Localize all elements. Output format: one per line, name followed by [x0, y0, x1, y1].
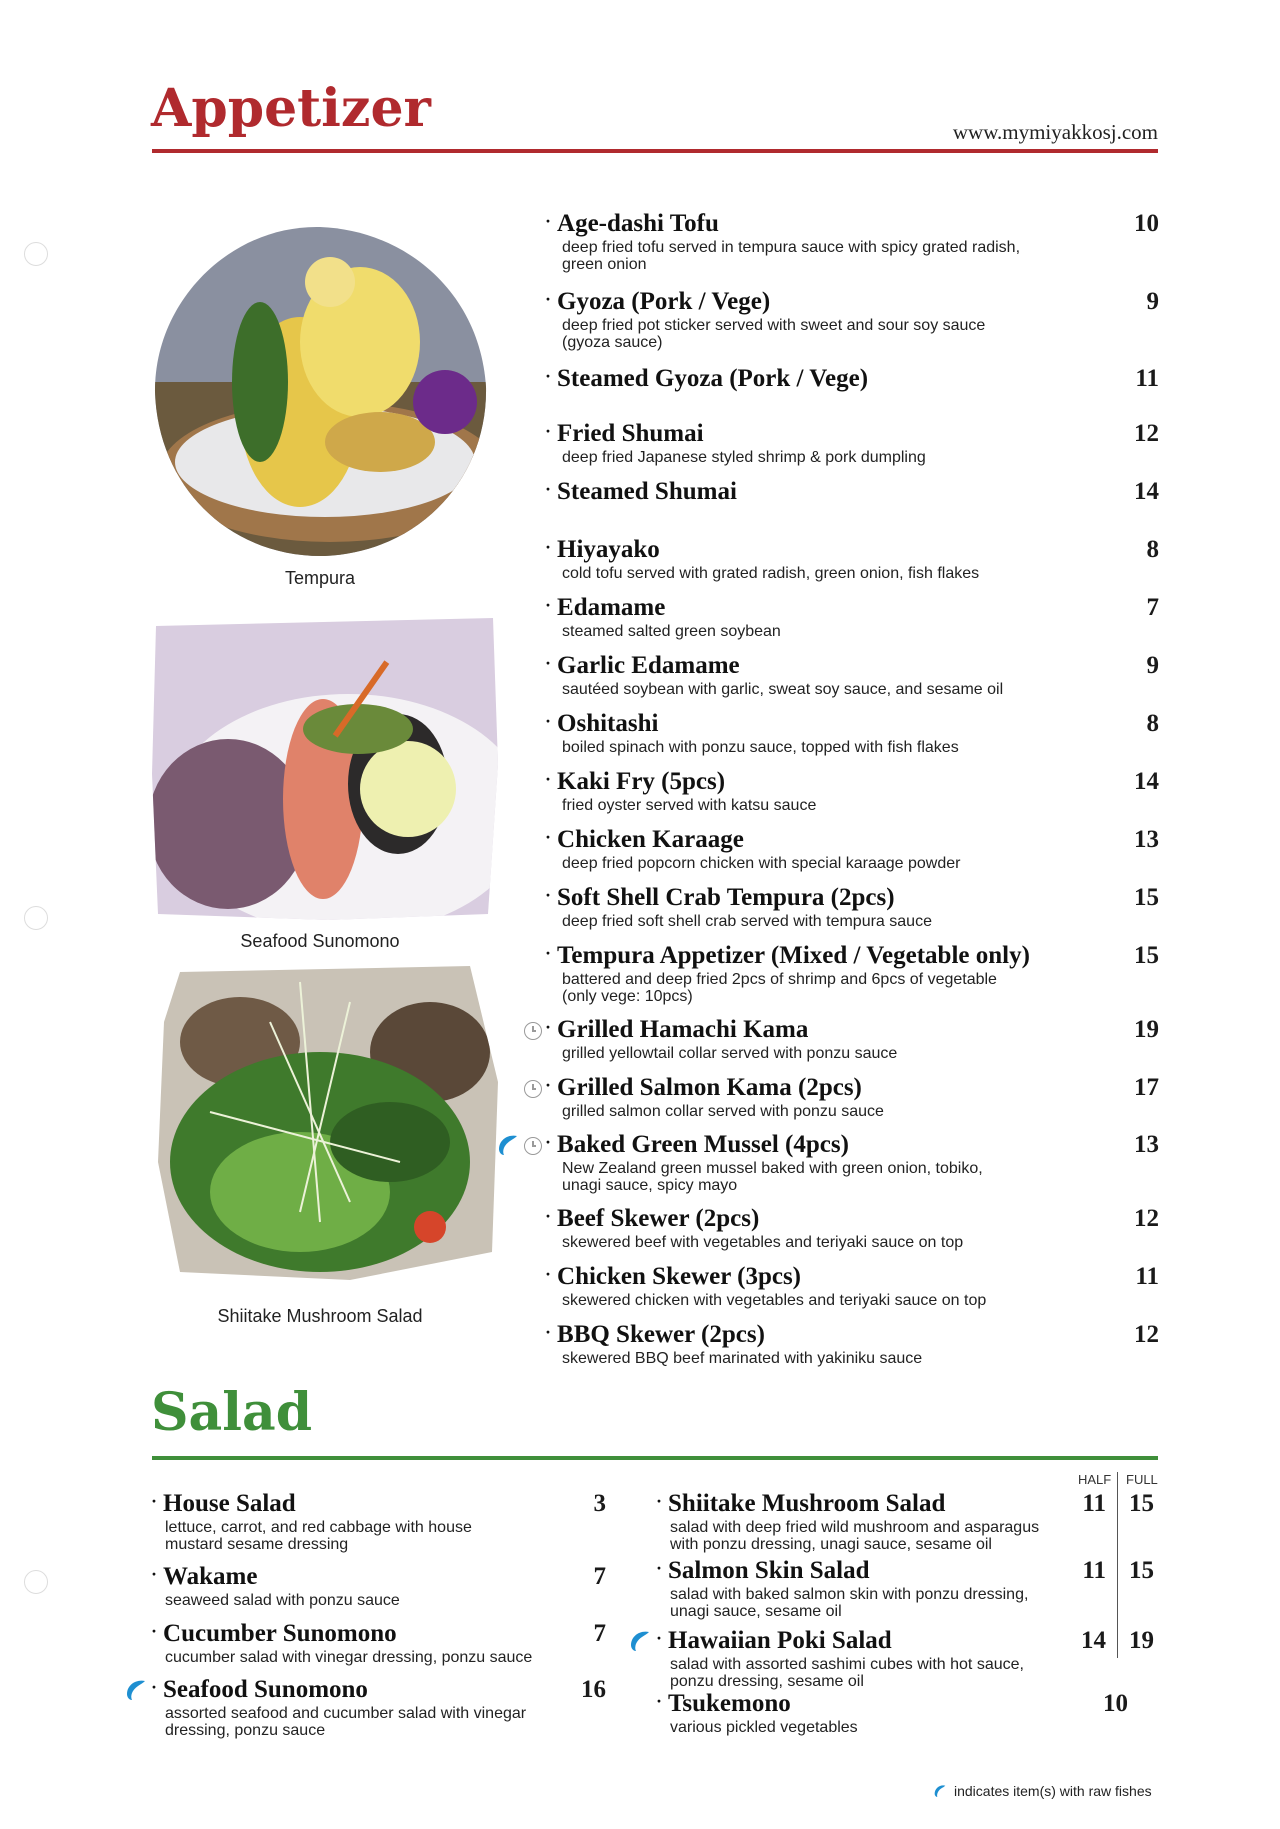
salad-item-name: · Seafood Sunomono	[151, 1676, 368, 1703]
appetizer-item	[545, 710, 1159, 756]
website-url[interactable]: www.mymiyakkosj.com	[952, 120, 1158, 144]
appetizer-item-desc: deep fried popcorn chicken with special karaage powder	[562, 855, 961, 872]
salad-item	[656, 1627, 1158, 1690]
appetizer-item-desc: steamed salted green soybean	[562, 623, 781, 640]
appetizer-item-price: 12	[1134, 1205, 1159, 1232]
appetizer-item-price: 12	[1134, 420, 1159, 447]
appetizer-item-price: 9	[1146, 288, 1159, 315]
raw-fish-marker	[124, 1678, 148, 1707]
tempura-photo	[150, 222, 490, 562]
appetizer-item-desc: fried oyster served with katsu sauce	[562, 797, 817, 814]
appetizer-item-name: · Beef Skewer (2pcs)	[545, 1205, 760, 1232]
appetizer-item-desc: sautéed soybean with garlic, sweat soy sauce, and sesame oil	[562, 681, 1004, 698]
shiitake-salad-photo	[150, 962, 502, 1284]
appetizer-item-price: 14	[1134, 768, 1159, 795]
appetizer-item-name: · Garlic Edamame	[545, 652, 740, 679]
grill-clock-icon	[524, 1080, 542, 1098]
raw-fish-icon	[496, 1133, 520, 1157]
salad-item-name: · Cucumber Sunomono	[151, 1620, 397, 1647]
salad-item	[151, 1676, 606, 1739]
appetizer-item-name: · Age-dashi Tofu	[545, 210, 719, 237]
salad-item-price: 3	[593, 1490, 606, 1517]
appetizer-item-name: · Baked Green Mussel (4pcs)	[545, 1131, 849, 1158]
salad-item-desc: salad with assorted sashimi cubes with hot sauce, ponzu dressing, sesame oil	[670, 1656, 1024, 1690]
appetizer-item-desc: cold tofu served with grated radish, green onion, fish flakes	[562, 565, 980, 582]
appetizer-title: Appetizer	[151, 78, 431, 139]
appetizer-item	[545, 365, 1159, 394]
salad-item-desc: salad with deep fried wild mushroom and asparagus with ponzu dressing, unagi sauce, sesame oil	[670, 1519, 1040, 1553]
salad-item-price: 7	[593, 1620, 606, 1647]
appetizer-item-desc: grilled salmon collar served with ponzu sauce	[562, 1103, 884, 1120]
salad-item-price: 7	[593, 1563, 606, 1590]
seafood-sunomono-photo	[148, 614, 500, 924]
raw-fish-icon	[124, 1678, 148, 1702]
salad-item-full-price: 15	[1129, 1557, 1154, 1584]
salad-item-desc: cucumber salad with vinegar dressing, ponzu sauce	[165, 1649, 533, 1666]
appetizer-item	[545, 210, 1159, 273]
appetizer-item-price: 15	[1134, 942, 1159, 969]
appetizer-item-name: · Chicken Karaage	[545, 826, 744, 853]
appetizer-item	[545, 1321, 1159, 1367]
salad-item-full-price: 19	[1129, 1627, 1154, 1654]
appetizer-item-desc: deep fried tofu served in tempura sauce with spicy grated radish, green onion	[562, 239, 1021, 273]
salad-title: Salad	[151, 1382, 313, 1443]
appetizer-item-name: · Kaki Fry (5pcs)	[545, 768, 726, 795]
raw-fish-legend	[932, 1783, 1152, 1799]
appetizer-item	[545, 1263, 1159, 1309]
grill-clock-icon	[524, 1022, 542, 1040]
raw-fish-icon	[628, 1629, 652, 1653]
raw-fish-note: indicates item(s) with raw fishes	[954, 1783, 1152, 1799]
seafood-sunomono-caption: Seafood Sunomono	[240, 931, 400, 951]
appetizer-item	[545, 652, 1159, 698]
appetizer-item	[545, 288, 1159, 351]
salad-item	[151, 1563, 606, 1609]
appetizer-item-name: · Chicken Skewer (3pcs)	[545, 1263, 801, 1290]
raw-fish-marker	[628, 1629, 652, 1658]
appetizer-item-price: 10	[1134, 210, 1159, 237]
appetizer-item-name: · Edamame	[545, 594, 666, 621]
appetizer-item-desc: grilled yellowtail collar served with ponzu sauce	[562, 1045, 898, 1062]
appetizer-item-price: 17	[1134, 1074, 1159, 1101]
salad-item	[656, 1690, 1158, 1736]
appetizer-item-name: · Tempura Appetizer (Mixed / Vegetable only)	[545, 942, 1030, 969]
appetizer-item-price: 11	[1135, 365, 1159, 392]
salad-item-desc: various pickled vegetables	[670, 1719, 858, 1736]
salad-item-name: · Shiitake Mushroom Salad	[656, 1490, 946, 1517]
salad-item-full-price: 15	[1129, 1490, 1154, 1517]
salad-item-name: · Salmon Skin Salad	[656, 1557, 870, 1584]
appetizer-item-desc: deep fried Japanese styled shrimp & pork dumpling	[562, 449, 926, 466]
salad-item-name: · Wakame	[151, 1563, 258, 1590]
appetizer-item	[545, 420, 1159, 466]
appetizer-item	[545, 1074, 1159, 1120]
punch-hole-middle	[24, 906, 48, 930]
salad-item	[151, 1490, 606, 1553]
salad-item-desc: salad with baked salmon skin with ponzu dressing, unagi sauce, sesame oil	[670, 1586, 1029, 1620]
salad-item	[656, 1557, 1158, 1620]
shiitake-salad-caption: Shiitake Mushroom Salad	[217, 1306, 423, 1326]
appetizer-item-name: · Steamed Gyoza (Pork / Vege)	[545, 365, 869, 392]
appetizer-item	[545, 1205, 1159, 1251]
appetizer-item-name: · Grilled Hamachi Kama	[545, 1016, 809, 1043]
appetizer-item-desc: skewered chicken with vegetables and teriyaki sauce on top	[562, 1292, 987, 1309]
salad-item-desc: lettuce, carrot, and red cabbage with house mustard sesame dressing	[165, 1519, 472, 1553]
appetizer-item	[545, 768, 1159, 814]
appetizer-item-price: 8	[1146, 536, 1159, 563]
appetizer-item	[545, 478, 1159, 507]
appetizer-item	[545, 594, 1159, 640]
raw-fish-marker	[496, 1133, 520, 1162]
appetizer-item-name: · Gyoza (Pork / Vege)	[545, 288, 771, 315]
appetizer-item-name: · Hiyayako	[545, 536, 660, 563]
salad-item-name: · House Salad	[151, 1490, 296, 1517]
salad-item	[151, 1620, 606, 1666]
appetizer-item-desc: skewered beef with vegetables and teriyaki sauce on top	[562, 1234, 964, 1251]
salad-item-desc: assorted seafood and cucumber salad with vinegar dressing, ponzu sauce	[165, 1705, 527, 1739]
appetizer-item	[545, 884, 1159, 930]
salad-item-half-price: 14	[1081, 1627, 1106, 1654]
appetizer-item-name: · Grilled Salmon Kama (2pcs)	[545, 1074, 862, 1101]
appetizer-item-name: · Fried Shumai	[545, 420, 704, 447]
appetizer-item	[545, 826, 1159, 872]
appetizer-item	[545, 1131, 1159, 1194]
half-column-header: HALF	[1078, 1472, 1112, 1487]
appetizer-item-price: 19	[1134, 1016, 1159, 1043]
salad-item	[656, 1490, 1158, 1553]
appetizer-item	[545, 942, 1159, 1005]
appetizer-item	[545, 1016, 1159, 1062]
appetizer-item-price: 7	[1146, 594, 1159, 621]
grill-clock-icon	[524, 1137, 542, 1155]
appetizer-item-desc: deep fried soft shell crab served with tempura sauce	[562, 913, 932, 930]
appetizer-item-desc: deep fried pot sticker served with sweet and sour soy sauce (gyoza sauce)	[562, 317, 986, 351]
salad-rule	[152, 1456, 1158, 1460]
salad-item-name: · Tsukemono	[656, 1690, 791, 1717]
salad-item-price: 16	[581, 1676, 606, 1703]
punch-hole-top	[24, 242, 48, 266]
salad-item-desc: seaweed salad with ponzu sauce	[165, 1592, 400, 1609]
appetizer-item-price: 13	[1134, 826, 1159, 853]
appetizer-item	[545, 536, 1159, 582]
salad-item-half-price: 11	[1082, 1557, 1106, 1584]
salad-item-name: · Hawaiian Poki Salad	[656, 1627, 892, 1654]
appetizer-item-price: 9	[1146, 652, 1159, 679]
punch-hole-bottom	[24, 1570, 48, 1594]
appetizer-item-price: 8	[1146, 710, 1159, 737]
appetizer-item-price: 12	[1134, 1321, 1159, 1348]
appetizer-item-desc: boiled spinach with ponzu sauce, topped with fish flakes	[562, 739, 959, 756]
appetizer-item-price: 14	[1134, 478, 1159, 505]
appetizer-item-desc: skewered BBQ beef marinated with yakiniku sauce	[562, 1350, 923, 1367]
salad-item-half-price: 11	[1082, 1490, 1106, 1517]
appetizer-item-price: 15	[1134, 884, 1159, 911]
appetizer-item-desc: New Zealand green mussel baked with green onion, tobiko, unagi sauce, spicy mayo	[562, 1160, 983, 1194]
appetizer-item-price: 11	[1135, 1263, 1159, 1290]
appetizer-item-name: · Steamed Shumai	[545, 478, 737, 505]
appetizer-item-name: · BBQ Skewer (2pcs)	[545, 1321, 765, 1348]
appetizer-rule	[152, 149, 1158, 153]
salad-item-price: 10	[1103, 1690, 1128, 1717]
full-column-header: FULL	[1126, 1472, 1158, 1487]
raw-fish-icon	[932, 1783, 948, 1799]
appetizer-item-desc: battered and deep fried 2pcs of shrimp and 6pcs of vegetable (only vege: 10pcs)	[562, 971, 997, 1005]
appetizer-item-price: 13	[1134, 1131, 1159, 1158]
tempura-caption: Tempura	[284, 568, 356, 588]
appetizer-item-name: · Oshitashi	[545, 710, 659, 737]
appetizer-item-name: · Soft Shell Crab Tempura (2pcs)	[545, 884, 895, 911]
